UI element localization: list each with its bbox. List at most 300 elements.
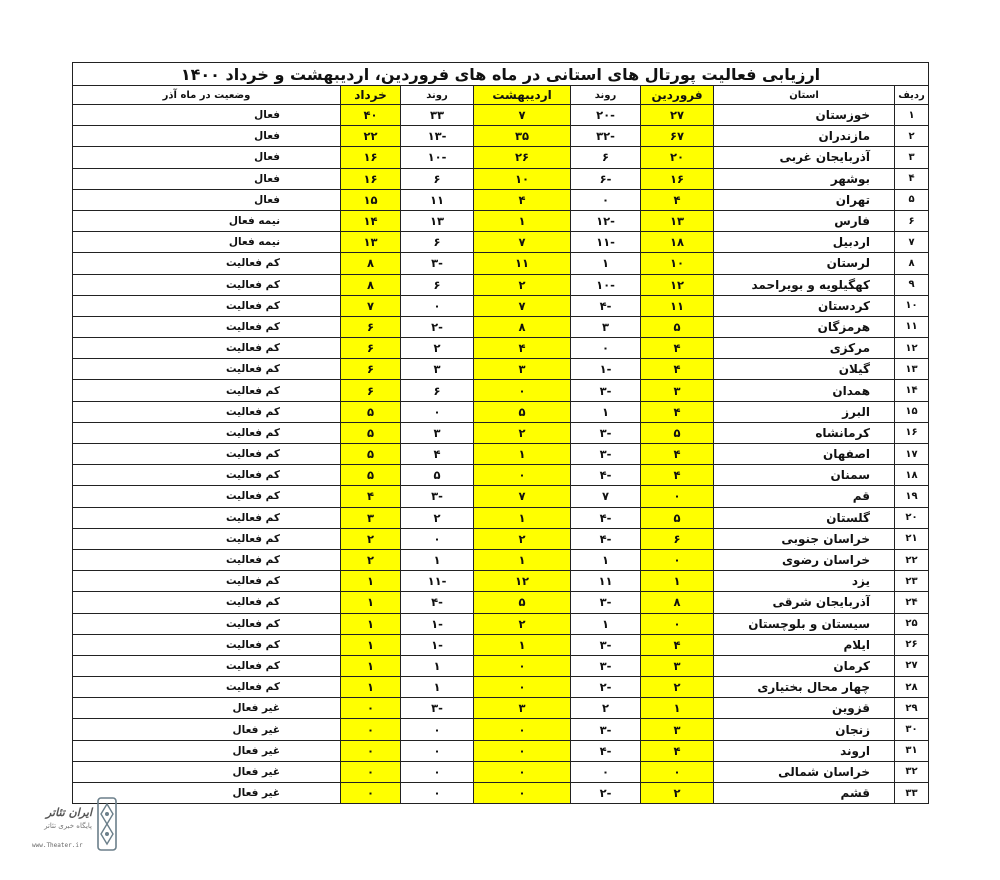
cell-trend-1: -۳	[571, 592, 641, 613]
cell-farvardin: ۰	[641, 761, 714, 782]
cell-azar-status: نیمه فعال	[73, 232, 341, 253]
cell-ordibehesht: ۵	[474, 592, 571, 613]
cell-ordibehesht: ۲	[474, 528, 571, 549]
cell-farvardin: ۰	[641, 549, 714, 570]
cell-azar-status: کم فعالیت	[73, 401, 341, 422]
cell-farvardin: ۲	[641, 677, 714, 698]
cell-khordad: ۵	[341, 422, 401, 443]
cell-trend-2: -۳	[401, 253, 474, 274]
cell-province: قزوین	[714, 698, 895, 719]
cell-trend-2: ۱	[401, 655, 474, 676]
cell-trend-1: -۳۲	[571, 126, 641, 147]
table-row	[73, 274, 929, 295]
cell-province: هرمزگان	[714, 316, 895, 337]
header-row	[73, 86, 929, 105]
cell-khordad: ۶	[341, 359, 401, 380]
cell-farvardin: ۶	[641, 528, 714, 549]
report-sheet	[72, 62, 928, 804]
cell-row-no: ۲۹	[895, 698, 929, 719]
cell-trend-1: ۲	[571, 698, 641, 719]
cell-ordibehesht: ۰	[474, 655, 571, 676]
cell-azar-status: کم فعالیت	[73, 613, 341, 634]
cell-province: لرستان	[714, 253, 895, 274]
table-row	[73, 783, 929, 804]
cell-trend-1: -۳	[571, 380, 641, 401]
cell-row-no: ۲۲	[895, 549, 929, 570]
cell-azar-status: کم فعالیت	[73, 507, 341, 528]
cell-row-no: ۲۷	[895, 655, 929, 676]
cell-province: کرمانشاه	[714, 422, 895, 443]
cell-ordibehesht: ۳	[474, 359, 571, 380]
cell-row-no: ۱۶	[895, 422, 929, 443]
header-province: استان	[714, 86, 895, 105]
cell-khordad: ۵	[341, 465, 401, 486]
cell-farvardin: ۶۷	[641, 126, 714, 147]
cell-trend-1: ۳	[571, 316, 641, 337]
cell-azar-status: کم فعالیت	[73, 571, 341, 592]
cell-ordibehesht: ۰	[474, 740, 571, 761]
cell-khordad: ۱	[341, 613, 401, 634]
cell-province: البرز	[714, 401, 895, 422]
cell-ordibehesht: ۴	[474, 338, 571, 359]
cell-trend-1: -۲۰	[571, 105, 641, 126]
cell-farvardin: ۴	[641, 465, 714, 486]
header-row-no: ردیف	[895, 86, 929, 105]
cell-trend-2: -۱	[401, 634, 474, 655]
cell-row-no: ۱۰	[895, 295, 929, 316]
cell-province: قشم	[714, 783, 895, 804]
cell-province: مرکزی	[714, 338, 895, 359]
cell-ordibehesht: ۷	[474, 232, 571, 253]
cell-farvardin: ۵	[641, 316, 714, 337]
cell-trend-1: ۱۱	[571, 571, 641, 592]
cell-trend-1: -۳	[571, 444, 641, 465]
cell-row-no: ۱۲	[895, 338, 929, 359]
cell-trend-1: ۱	[571, 613, 641, 634]
cell-trend-2: -۱۳	[401, 126, 474, 147]
cell-farvardin: ۴	[641, 401, 714, 422]
cell-azar-status: غیر فعال	[73, 783, 341, 804]
cell-province: قم	[714, 486, 895, 507]
cell-trend-2: -۳	[401, 486, 474, 507]
cell-farvardin: ۱۲	[641, 274, 714, 295]
table-row	[73, 253, 929, 274]
table-row	[73, 232, 929, 253]
table-row	[73, 528, 929, 549]
cell-ordibehesht: ۰	[474, 465, 571, 486]
cell-province: سیستان و بلوچستان	[714, 613, 895, 634]
header-azar-status: وضعیت در ماه آذر	[73, 86, 341, 105]
table-row	[73, 126, 929, 147]
cell-khordad: ۷	[341, 295, 401, 316]
cell-province: کهگیلویه و بویراحمد	[714, 274, 895, 295]
cell-azar-status: کم فعالیت	[73, 295, 341, 316]
cell-azar-status: فعال	[73, 147, 341, 168]
cell-khordad: ۱۳	[341, 232, 401, 253]
cell-farvardin: ۴	[641, 444, 714, 465]
cell-azar-status: کم فعالیت	[73, 634, 341, 655]
cell-azar-status: غیر فعال	[73, 761, 341, 782]
cell-row-no: ۹	[895, 274, 929, 295]
cell-azar-status: کم فعالیت	[73, 549, 341, 570]
cell-trend-1: -۳	[571, 719, 641, 740]
table-row	[73, 401, 929, 422]
cell-province: چهار محال بختیاری	[714, 677, 895, 698]
cell-khordad: ۱۶	[341, 168, 401, 189]
cell-trend-1: ۱	[571, 401, 641, 422]
cell-farvardin: ۴	[641, 338, 714, 359]
cell-trend-1: -۱۰	[571, 274, 641, 295]
cell-khordad: ۱۴	[341, 210, 401, 231]
cell-ordibehesht: ۰	[474, 380, 571, 401]
cell-ordibehesht: ۱	[474, 210, 571, 231]
table-row	[73, 105, 929, 126]
cell-farvardin: ۱۶	[641, 168, 714, 189]
cell-trend-2: ۶	[401, 380, 474, 401]
cell-azar-status: نیمه فعال	[73, 210, 341, 231]
cell-khordad: ۸	[341, 253, 401, 274]
cell-province: خراسان شمالی	[714, 761, 895, 782]
cell-azar-status: کم فعالیت	[73, 655, 341, 676]
cell-row-no: ۲۶	[895, 634, 929, 655]
cell-trend-1: ۰	[571, 338, 641, 359]
cell-azar-status: غیر فعال	[73, 698, 341, 719]
cell-row-no: ۲۰	[895, 507, 929, 528]
cell-trend-1: ۷	[571, 486, 641, 507]
table-body	[73, 105, 929, 804]
cell-row-no: ۱۴	[895, 380, 929, 401]
cell-trend-1: ۱	[571, 549, 641, 570]
cell-farvardin: ۱	[641, 571, 714, 592]
table-row	[73, 655, 929, 676]
cell-khordad: ۱	[341, 655, 401, 676]
cell-ordibehesht: ۵	[474, 401, 571, 422]
table-row	[73, 465, 929, 486]
cell-farvardin: ۴	[641, 189, 714, 210]
cell-ordibehesht: ۱۲	[474, 571, 571, 592]
cell-khordad: ۰	[341, 761, 401, 782]
cell-farvardin: ۱۸	[641, 232, 714, 253]
cell-azar-status: کم فعالیت	[73, 274, 341, 295]
cell-trend-2: ۲	[401, 338, 474, 359]
cell-azar-status: فعال	[73, 189, 341, 210]
cell-province: کردستان	[714, 295, 895, 316]
cell-ordibehesht: ۰	[474, 761, 571, 782]
cell-farvardin: ۰	[641, 486, 714, 507]
cell-trend-1: ۶	[571, 147, 641, 168]
cell-khordad: ۶	[341, 338, 401, 359]
logo-url: www.Theater.ir	[32, 842, 83, 849]
cell-khordad: ۸	[341, 274, 401, 295]
cell-farvardin: ۱۱	[641, 295, 714, 316]
cell-province: بوشهر	[714, 168, 895, 189]
cell-province: آذربایجان شرقی	[714, 592, 895, 613]
cell-ordibehesht: ۱۱	[474, 253, 571, 274]
cell-farvardin: ۵	[641, 507, 714, 528]
cell-trend-1: -۶	[571, 168, 641, 189]
cell-farvardin: ۲	[641, 783, 714, 804]
cell-province: اروند	[714, 740, 895, 761]
cell-row-no: ۱	[895, 105, 929, 126]
cell-ordibehesht: ۷	[474, 295, 571, 316]
cell-trend-2: -۲	[401, 316, 474, 337]
cell-ordibehesht: ۷	[474, 105, 571, 126]
cell-row-no: ۲۳	[895, 571, 929, 592]
cell-row-no: ۲۸	[895, 677, 929, 698]
cell-province: کرمان	[714, 655, 895, 676]
cell-azar-status: کم فعالیت	[73, 422, 341, 443]
cell-trend-2: ۱۱	[401, 189, 474, 210]
cell-khordad: ۶	[341, 316, 401, 337]
cell-province: خراسان جنوبی	[714, 528, 895, 549]
cell-farvardin: ۲۷	[641, 105, 714, 126]
table-row	[73, 592, 929, 613]
cell-province: فارس	[714, 210, 895, 231]
cell-row-no: ۱۵	[895, 401, 929, 422]
cell-row-no: ۲۵	[895, 613, 929, 634]
cell-ordibehesht: ۲	[474, 274, 571, 295]
cell-trend-2: ۳۳	[401, 105, 474, 126]
table-row	[73, 316, 929, 337]
cell-azar-status: کم فعالیت	[73, 338, 341, 359]
table-row	[73, 168, 929, 189]
cell-ordibehesht: ۲۶	[474, 147, 571, 168]
cell-farvardin: ۰	[641, 613, 714, 634]
cell-khordad: ۳	[341, 507, 401, 528]
cell-azar-status: کم فعالیت	[73, 592, 341, 613]
cell-khordad: ۰	[341, 719, 401, 740]
logo-sub-text: پایگاه خبری تئاتر	[44, 822, 92, 830]
cell-province: همدان	[714, 380, 895, 401]
cell-ordibehesht: ۱	[474, 634, 571, 655]
cell-khordad: ۱۶	[341, 147, 401, 168]
cell-trend-1: ۱	[571, 253, 641, 274]
cell-azar-status: کم فعالیت	[73, 677, 341, 698]
cell-farvardin: ۴	[641, 740, 714, 761]
cell-azar-status: کم فعالیت	[73, 486, 341, 507]
cell-azar-status: فعال	[73, 126, 341, 147]
cell-khordad: ۰	[341, 698, 401, 719]
cell-ordibehesht: ۱	[474, 549, 571, 570]
cell-trend-1: -۴	[571, 507, 641, 528]
cell-province: زنجان	[714, 719, 895, 740]
table-row	[73, 677, 929, 698]
theater-logo	[32, 796, 122, 858]
cell-khordad: ۱	[341, 677, 401, 698]
cell-province: گلستان	[714, 507, 895, 528]
table-row	[73, 761, 929, 782]
cell-province: اصفهان	[714, 444, 895, 465]
cell-khordad: ۴	[341, 486, 401, 507]
cell-trend-2: ۶	[401, 274, 474, 295]
cell-azar-status: کم فعالیت	[73, 380, 341, 401]
cell-ordibehesht: ۰	[474, 783, 571, 804]
cell-trend-2: ۶	[401, 168, 474, 189]
cell-ordibehesht: ۲	[474, 613, 571, 634]
cell-khordad: ۱	[341, 634, 401, 655]
logo-brand-text: ایران تئاتر	[45, 806, 92, 819]
cell-province: گیلان	[714, 359, 895, 380]
cell-trend-2: ۳	[401, 359, 474, 380]
cell-khordad: ۱	[341, 571, 401, 592]
cell-khordad: ۶	[341, 380, 401, 401]
cell-trend-2: -۱۰	[401, 147, 474, 168]
cell-province: سمنان	[714, 465, 895, 486]
cell-azar-status: کم فعالیت	[73, 465, 341, 486]
cell-trend-1: -۳	[571, 655, 641, 676]
table-row	[73, 380, 929, 401]
cell-farvardin: ۱۰	[641, 253, 714, 274]
cell-province: مازندران	[714, 126, 895, 147]
cell-trend-2: ۱	[401, 549, 474, 570]
cell-trend-1: -۴	[571, 740, 641, 761]
cell-khordad: ۱	[341, 592, 401, 613]
cell-row-no: ۲۱	[895, 528, 929, 549]
cell-trend-1: -۱۲	[571, 210, 641, 231]
table-row	[73, 613, 929, 634]
cell-row-no: ۳	[895, 147, 929, 168]
cell-row-no: ۳۱	[895, 740, 929, 761]
cell-trend-1: -۱۱	[571, 232, 641, 253]
cell-trend-2: -۴	[401, 592, 474, 613]
cell-farvardin: ۳	[641, 655, 714, 676]
cell-row-no: ۷	[895, 232, 929, 253]
table-title: ارزیابی فعالیت پورتال های استانی در ماه های فروردین، اردیبهشت و خرداد ۱۴۰۰	[73, 63, 929, 86]
cell-farvardin: ۱۳	[641, 210, 714, 231]
cell-azar-status: کم فعالیت	[73, 528, 341, 549]
cell-trend-2: ۴	[401, 444, 474, 465]
cell-azar-status: کم فعالیت	[73, 253, 341, 274]
cell-azar-status: غیر فعال	[73, 740, 341, 761]
cell-khordad: ۵	[341, 401, 401, 422]
cell-azar-status: کم فعالیت	[73, 316, 341, 337]
cell-ordibehesht: ۱	[474, 444, 571, 465]
activity-table	[72, 62, 929, 804]
cell-province: اردبیل	[714, 232, 895, 253]
cell-farvardin: ۵	[641, 422, 714, 443]
cell-ordibehesht: ۰	[474, 719, 571, 740]
cell-row-no: ۱۳	[895, 359, 929, 380]
cell-ordibehesht: ۷	[474, 486, 571, 507]
cell-row-no: ۸	[895, 253, 929, 274]
cell-trend-1: ۰	[571, 761, 641, 782]
cell-row-no: ۳۰	[895, 719, 929, 740]
cell-province: آذربایجان غربی	[714, 147, 895, 168]
cell-azar-status: کم فعالیت	[73, 359, 341, 380]
table-row	[73, 740, 929, 761]
table-row	[73, 507, 929, 528]
cell-ordibehesht: ۸	[474, 316, 571, 337]
cell-province: تهران	[714, 189, 895, 210]
cell-row-no: ۴	[895, 168, 929, 189]
cell-row-no: ۱۷	[895, 444, 929, 465]
cell-row-no: ۳۲	[895, 761, 929, 782]
cell-trend-2: ۱	[401, 677, 474, 698]
table-row	[73, 338, 929, 359]
cell-khordad: ۰	[341, 740, 401, 761]
cell-row-no: ۲	[895, 126, 929, 147]
cell-trend-2: ۶	[401, 232, 474, 253]
cell-farvardin: ۳	[641, 719, 714, 740]
cell-trend-2: ۵	[401, 465, 474, 486]
cell-row-no: ۱۸	[895, 465, 929, 486]
cell-farvardin: ۲۰	[641, 147, 714, 168]
cell-ordibehesht: ۱	[474, 507, 571, 528]
table-row	[73, 422, 929, 443]
header-farvardin: فروردین	[641, 86, 714, 105]
cell-trend-2: ۱۳	[401, 210, 474, 231]
cell-row-no: ۲۴	[895, 592, 929, 613]
cell-province: یزد	[714, 571, 895, 592]
cell-khordad: ۰	[341, 783, 401, 804]
cell-ordibehesht: ۰	[474, 677, 571, 698]
cell-row-no: ۵	[895, 189, 929, 210]
cell-trend-2: -۱۱	[401, 571, 474, 592]
cell-farvardin: ۴	[641, 634, 714, 655]
cell-row-no: ۱۹	[895, 486, 929, 507]
cell-ordibehesht: ۱۰	[474, 168, 571, 189]
cell-trend-2: ۰	[401, 719, 474, 740]
table-row	[73, 444, 929, 465]
cell-trend-2: ۰	[401, 783, 474, 804]
cell-trend-2: ۰	[401, 740, 474, 761]
cell-farvardin: ۸	[641, 592, 714, 613]
cell-khordad: ۲۲	[341, 126, 401, 147]
cell-trend-2: ۰	[401, 295, 474, 316]
cell-trend-1: -۱	[571, 359, 641, 380]
header-trend-1: روند	[571, 86, 641, 105]
cell-farvardin: ۳	[641, 380, 714, 401]
cell-azar-status: غیر فعال	[73, 719, 341, 740]
cell-farvardin: ۴	[641, 359, 714, 380]
cell-province: خوزستان	[714, 105, 895, 126]
cell-ordibehesht: ۳۵	[474, 126, 571, 147]
cell-province: ایلام	[714, 634, 895, 655]
cell-trend-1: -۳	[571, 634, 641, 655]
cell-azar-status: کم فعالیت	[73, 444, 341, 465]
cell-trend-2: -۳	[401, 698, 474, 719]
cell-row-no: ۳۳	[895, 783, 929, 804]
cell-trend-1: -۴	[571, 465, 641, 486]
cell-trend-2: -۱	[401, 613, 474, 634]
cell-trend-1: -۴	[571, 528, 641, 549]
table-row	[73, 295, 929, 316]
cell-trend-1: -۴	[571, 295, 641, 316]
cell-khordad: ۴۰	[341, 105, 401, 126]
table-row	[73, 486, 929, 507]
table-row	[73, 719, 929, 740]
cell-ordibehesht: ۴	[474, 189, 571, 210]
cell-azar-status: فعال	[73, 105, 341, 126]
table-row	[73, 634, 929, 655]
header-khordad: خرداد	[341, 86, 401, 105]
cell-khordad: ۲	[341, 528, 401, 549]
cell-azar-status: فعال	[73, 168, 341, 189]
cell-row-no: ۱۱	[895, 316, 929, 337]
header-trend-2: روند	[401, 86, 474, 105]
cell-trend-1: -۳	[571, 422, 641, 443]
table-row	[73, 189, 929, 210]
table-row	[73, 147, 929, 168]
cell-khordad: ۱۵	[341, 189, 401, 210]
cell-farvardin: ۱	[641, 698, 714, 719]
cell-trend-2: ۰	[401, 528, 474, 549]
cell-khordad: ۵	[341, 444, 401, 465]
cell-trend-1: -۲	[571, 677, 641, 698]
cell-ordibehesht: ۳	[474, 698, 571, 719]
cell-khordad: ۲	[341, 549, 401, 570]
table-row	[73, 359, 929, 380]
